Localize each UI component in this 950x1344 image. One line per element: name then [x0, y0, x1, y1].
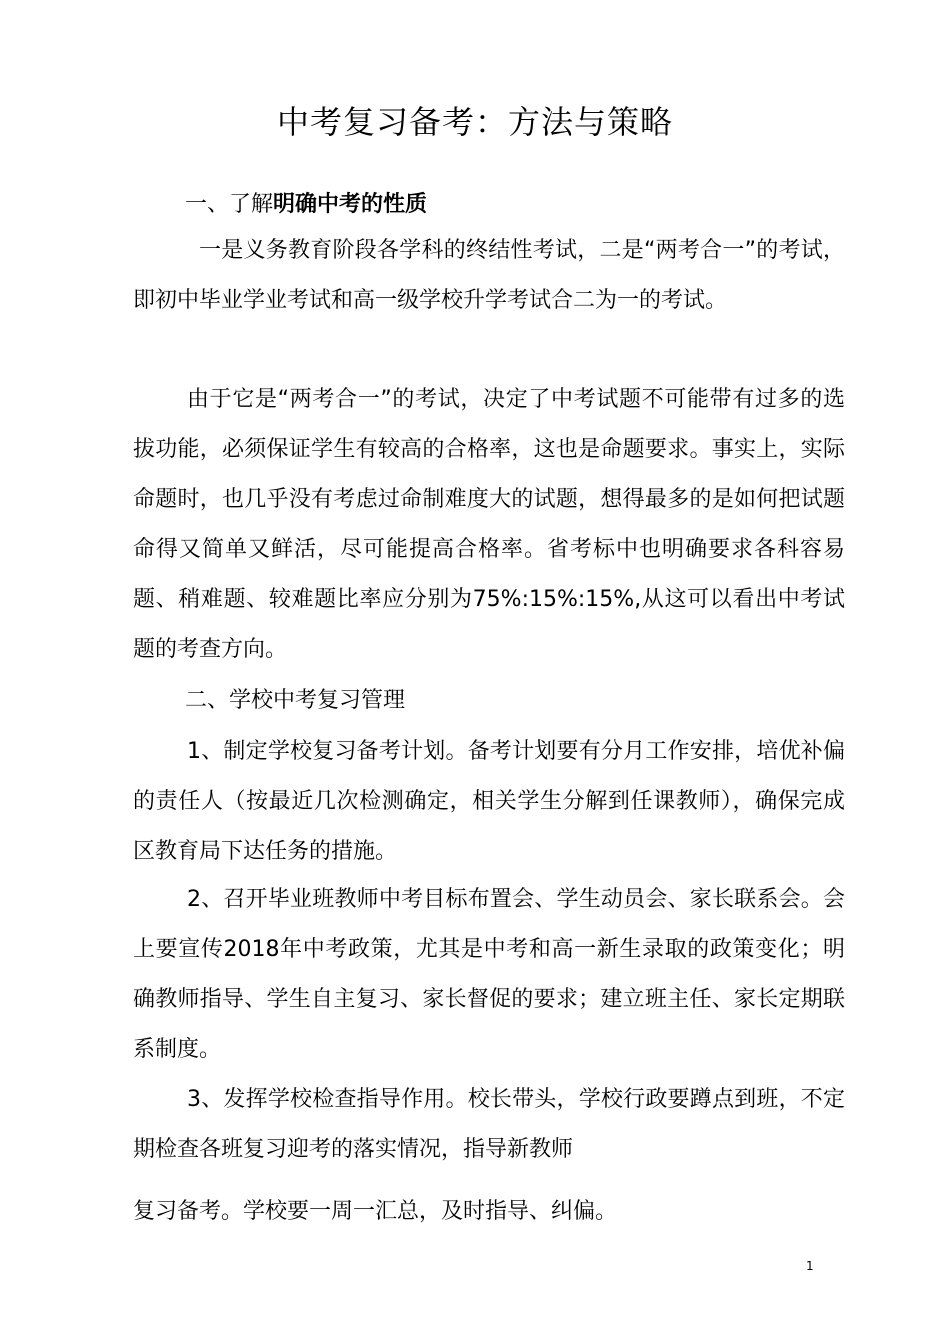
page-number: 1	[806, 1259, 814, 1273]
document-title: 中考复习备考：方法与策略	[276, 103, 673, 141]
section2-heading: 二、学校中考复习管理	[185, 688, 406, 713]
section2-paragraph-2: 2、召开毕业班教师中考目标布置会、学生动员会、家长联系会。会上要宣传2018年中考政策，尤其是中考和高一新生录取的政策变化；明确教师指导、学生自主复习、家长督促的要求；建立班主任、家长定期联系制度。	[133, 887, 845, 1062]
section2-paragraph-3: 3、发挥学校检查指导作用。校长带头，学校行政要蹲点到班，不定期检查各班复习迎考的落实情况，指导新教师	[133, 1087, 845, 1162]
section1-paragraph-1: 一是义务教育阶段各学科的终结性考试，二是“两考合一”的考试，即初中毕业学业考试和高一级学校升学考试合二为一的考试。	[133, 238, 845, 313]
section1-heading-bold: 明确中考的性质	[273, 192, 428, 217]
section2-paragraph-4: 复习备考。学校要一周一汇总，及时指导、纠偏。	[133, 1199, 618, 1224]
section2-paragraph-1: 1、制定学校复习备考计划。备考计划要有分月工作安排，培优补偏的责任人（按最近几次检测确定，相关学生分解到任课教师），确保完成区教育局下达任务的措施。	[133, 739, 845, 864]
section1-paragraph-2: 由于它是“两考合一”的考试，决定了中考试题不可能带有过多的选拔功能，必须保证学生有较高的合格率，这也是命题要求。事实上，实际命题时，也几乎没有考虑过命制难度大的试题，想得最多的是如何把试题命得又简单又鲜活，尽可能提高合格率。省考标中也明确要求各科容易题、稍难题、较难题比率应分别为75%:15%:15%,从这可以看出中考试题的考查方向。	[133, 387, 845, 662]
section1-heading-prefix: 一、了解	[185, 192, 274, 217]
section1-heading	[185, 189, 427, 221]
